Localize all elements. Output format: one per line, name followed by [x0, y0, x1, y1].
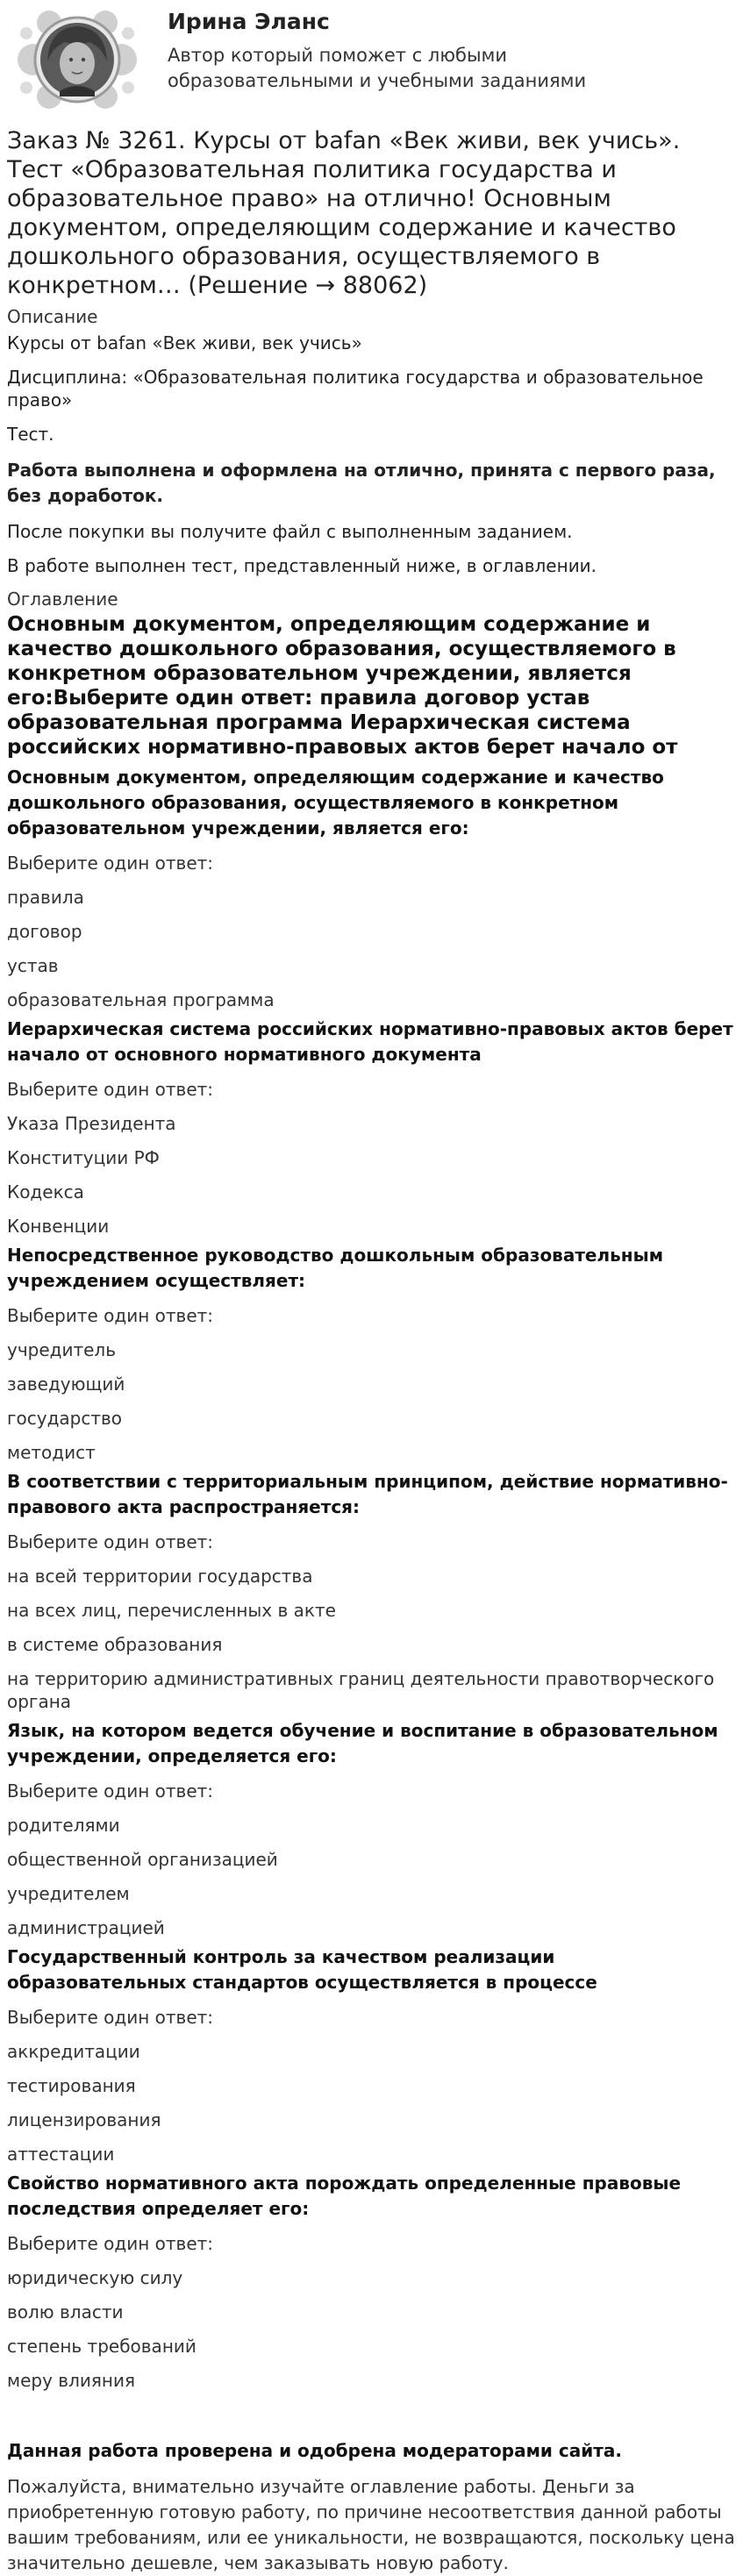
question-block [7, 1243, 736, 1464]
question-title: Иерархическая система российских нормативно-правовых актов берет начало от основного нормативного документа [7, 1018, 733, 1065]
answer-options [7, 2266, 736, 2392]
answer-option: договор [7, 921, 82, 942]
answer-option: правила [7, 887, 84, 908]
approval-note: Данная работа проверена и одобрена модераторами сайта. [7, 2440, 622, 2461]
answer-option: Указа Президента [7, 1113, 176, 1134]
answer-option: учредителем [7, 1883, 130, 1904]
description-label: Описание [7, 306, 98, 327]
answer-option: аккредитации [7, 2041, 140, 2062]
question-title: Непосредственное руководство дошкольным образовательным учреждением осуществляет: [7, 1245, 664, 1291]
answer-options [7, 1338, 736, 1464]
answer-option: администрацией [7, 1917, 165, 1938]
question-block [7, 1017, 736, 1238]
answer-option: на всей территории государства [7, 1566, 313, 1587]
answer-options [7, 2040, 736, 2166]
question-title: Основным документом, определяющим содержание и качество дошкольного образования, осуществляемого в конкретном образовательном учреждении, является его: [7, 767, 664, 838]
answer-option: заведующий [7, 1374, 125, 1395]
course-name: Курсы от bafan «Век живи, век учись» [7, 332, 362, 353]
answer-option: Кодекса [7, 1181, 84, 1202]
author-description: Автор который поможет с любыми образовательными и учебными заданиями [168, 45, 587, 91]
answer-option: Конвенции [7, 1216, 110, 1237]
toc-label: Оглавление [7, 589, 118, 610]
question-title: Государственный контроль за качеством реализации образовательных стандартов осуществляется в процессе [7, 1946, 597, 1993]
quality-note: Работа выполнена и оформлена на отлично, принята с первого раза, без доработок. [7, 460, 716, 506]
order-title: Заказ № 3261. Курсы от bafan «Век живи, век учись». Тест «Образовательная политика государства и образовательное право» на отлично! Основным документом, определяющим содержание и качество дошкольного образования, осуществляемого в конкретном… (Решение → 88062) [7, 127, 681, 299]
work-type: Тест. [7, 424, 54, 445]
answer-option: аттестации [7, 2144, 115, 2165]
answer-option: методист [7, 1442, 96, 1463]
answer-option: государство [7, 1408, 123, 1429]
author-header [7, 0, 736, 112]
after-purchase-note: После покупки вы получите файл с выполненным заданием. [7, 521, 573, 542]
question-title: Язык, на котором ведется обучение и воспитание в образовательном учреждении, определяется его: [7, 1720, 718, 1766]
answer-option: лицензирования [7, 2109, 161, 2130]
question-prompt: Выберите один ответ: [7, 2233, 214, 2254]
answer-option: учредитель [7, 1339, 117, 1360]
answer-option: Конституции РФ [7, 1147, 160, 1168]
question-prompt: Выберите один ответ: [7, 1531, 214, 1552]
answer-option: устав [7, 955, 59, 976]
refund-notice: Пожалуйста, внимательно изучайте оглавление работы. Деньги за приобретенную готовую работу, по причине несоответствия данной работы вашим требованиям, или ее уникальности, не возвращаются, поскольку цена значительно дешевле, чем заказывать новую работу. [7, 2476, 735, 2573]
answer-option: юридическую силу [7, 2267, 183, 2288]
answer-options [7, 1814, 736, 1939]
question-block [7, 1718, 736, 1939]
question-title: Свойство нормативного акта порождать определенные правовые последствия определяет его: [7, 2173, 682, 2219]
author-avatar [14, 7, 140, 112]
answer-option: на всех лиц, перечисленных в акте [7, 1600, 336, 1621]
question-block [7, 1469, 736, 1713]
question-prompt: Выберите один ответ: [7, 1079, 214, 1100]
question-block [7, 765, 736, 1011]
discipline: Дисциплина: «Образовательная политика государства и образовательное право» [7, 367, 704, 410]
answer-option: в системе образования [7, 1634, 223, 1655]
question-prompt: Выберите один ответ: [7, 2007, 214, 2028]
answer-option: общественной организацией [7, 1849, 278, 1870]
answer-option: на территорию административных границ деятельности правотворческого органа [7, 1668, 715, 1712]
answer-option: родителями [7, 1815, 120, 1836]
answer-option: меру влияния [7, 2370, 135, 2391]
question-prompt: Выберите один ответ: [7, 853, 214, 874]
question-prompt: Выберите один ответ: [7, 1780, 214, 1802]
author-name[interactable]: Ирина Эланс [168, 9, 330, 34]
answer-option: тестирования [7, 2075, 136, 2096]
answer-options [7, 1112, 736, 1238]
toc-heading: Основным документом, определяющим содержание и качество дошкольного образования, осуществляемого в конкретном образовательном учреждении, является его:Выберите один ответ: правила договор устав образовательная программа Иерархическая система российских нормативно-правовых актов берет начало от [7, 613, 678, 759]
answer-option: образовательная программа [7, 989, 275, 1010]
answer-option: волю власти [7, 2301, 124, 2323]
question-block [7, 1944, 736, 2166]
question-title: В соответствии с территориальным принципом, действие нормативно-правового акта распространяется: [7, 1471, 728, 1517]
question-prompt: Выберите один ответ: [7, 1305, 214, 1326]
questions-list [7, 765, 736, 2392]
answer-option: степень требований [7, 2336, 196, 2357]
answer-options [7, 886, 736, 1011]
question-block [7, 2171, 736, 2392]
contents-note: В работе выполнен тест, представленный ниже, в оглавлении. [7, 555, 597, 576]
answer-options [7, 1565, 736, 1713]
